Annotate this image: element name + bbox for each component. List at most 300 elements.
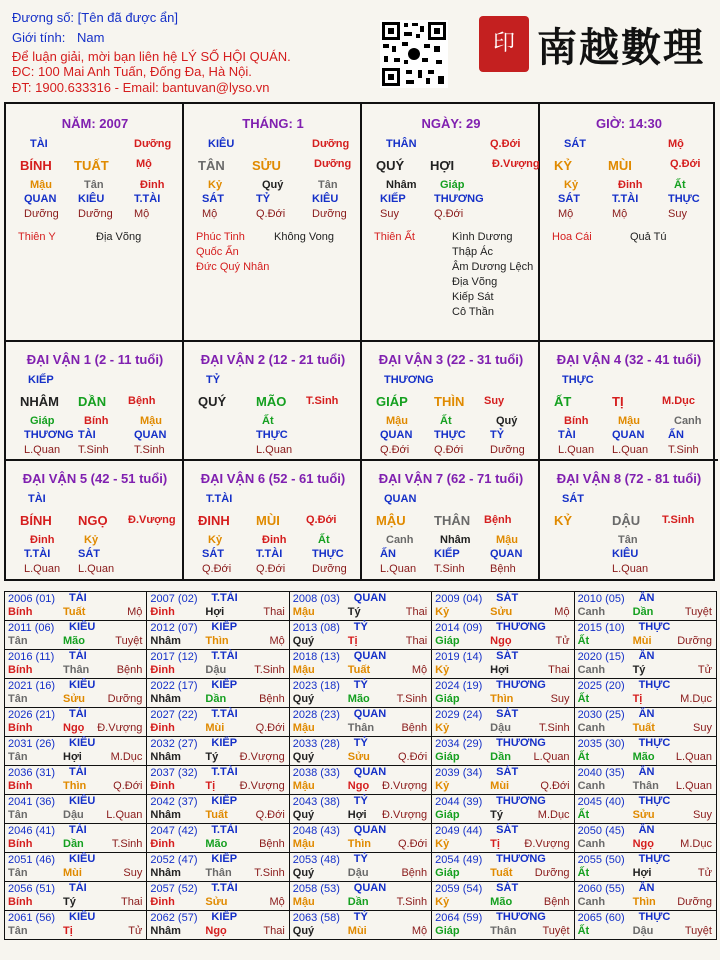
dai-van-stage: Bệnh <box>484 514 512 526</box>
year-stage: Tử <box>697 664 712 676</box>
year-cell <box>147 766 289 795</box>
year-cell <box>289 795 431 824</box>
year-stem: Mậu <box>292 838 315 850</box>
dai-van-ten-god: QUAN <box>384 493 417 505</box>
owner-value: [Tên đã được ẩn] <box>77 10 178 25</box>
year-label: 2013 (08) <box>292 622 340 634</box>
dai-van-ten-god: TÀI <box>28 493 46 505</box>
year-ten-god: THƯƠNG <box>496 621 546 633</box>
year-label: 2062 (57) <box>150 912 198 924</box>
hidden-ten-god: KIÊU <box>312 193 339 205</box>
dai-van-branch: THÂN <box>434 513 471 528</box>
year-stage: Dưỡng <box>677 635 712 647</box>
year-cell <box>147 795 289 824</box>
year-cell <box>574 708 716 737</box>
year-label: 2042 (37) <box>150 796 198 808</box>
dai-van-branch: TỊ <box>612 394 624 409</box>
year-cell <box>574 882 716 911</box>
year-stem: Canh <box>577 664 606 676</box>
year-label: 2026 (21) <box>8 709 56 721</box>
year-branch: Tý <box>63 896 76 908</box>
year-stage: Bệnh <box>259 838 285 850</box>
year-cell <box>5 708 147 737</box>
dai-van-stem: ĐINH <box>198 513 230 528</box>
shensha-right: Cô Thần <box>452 306 494 318</box>
year-ten-god: SÁT <box>496 766 519 778</box>
year-cell <box>574 853 716 882</box>
dai-van-hidden-ten-god: T.TÀI <box>256 548 283 560</box>
dai-van-ten-god: T.TÀI <box>206 493 233 505</box>
year-stem: Quý <box>292 867 315 879</box>
year-branch: Tuất <box>205 809 228 821</box>
dai-van-stage: T.Sinh <box>662 514 695 526</box>
year-ten-god: TÀI <box>69 650 87 662</box>
year-label: 2039 (34) <box>435 767 483 779</box>
shensha-left: Thiên Y <box>18 231 56 243</box>
dai-van-hidden-ten-god: THỰC <box>256 429 288 441</box>
year-stage: Tử <box>697 867 712 879</box>
year-branch: Tuất <box>63 606 86 618</box>
year-cell <box>432 650 574 679</box>
year-stem: Tân <box>8 925 28 937</box>
pillar-earthly-branch: TUẤT <box>74 158 109 173</box>
year-stage: Đ.Vượng <box>382 809 428 821</box>
dai-van-hidden-ten-god: SÁT <box>78 548 100 560</box>
year-branch: Ngọ <box>490 635 512 647</box>
year-stem: Ất <box>577 809 590 821</box>
year-label: 2040 (35) <box>577 767 625 779</box>
year-ten-god: ẤN <box>638 882 655 894</box>
year-stem: Tân <box>8 867 28 879</box>
header-contact-line: Để luận giải, mời bạn liên hệ LÝ SỐ HỘI QUÁN. <box>12 49 291 64</box>
year-ten-god: ẤN <box>638 650 655 662</box>
year-stem: Nhâm <box>150 693 181 705</box>
hidden-stem: Nhâm <box>386 179 417 191</box>
year-stem: Canh <box>577 896 606 908</box>
year-branch: Thìn <box>63 780 87 792</box>
dai-van-hidden-ten-god: QUAN <box>490 548 523 560</box>
year-branch: Mùi <box>63 867 82 879</box>
year-stage: Bệnh <box>401 722 428 734</box>
hidden-stage: Dưỡng <box>78 208 113 220</box>
year-branch: Sửu <box>205 896 228 908</box>
year-stage: Tử <box>128 925 143 937</box>
year-stage: Mộ <box>127 606 143 618</box>
hidden-stem: Ất <box>674 179 686 191</box>
year-ten-god: KIẾP <box>211 679 238 691</box>
year-stem: Mậu <box>292 780 315 792</box>
year-ten-god: TỶ <box>353 621 368 633</box>
year-cell <box>289 621 431 650</box>
dai-van-hidden-ten-god: QUAN <box>612 429 645 441</box>
hidden-stage: Suy <box>380 208 399 220</box>
dai-van-hidden-stem: Kỷ <box>208 534 223 546</box>
year-branch: Hợi <box>63 751 82 763</box>
shensha-right: Âm Dương Lệch <box>452 261 534 273</box>
year-branch: Tị <box>63 925 73 937</box>
year-stem: Bính <box>8 838 33 850</box>
year-cell <box>5 795 147 824</box>
year-cell <box>5 824 147 853</box>
year-branch: Mão <box>205 838 228 850</box>
dai-van-stem: NHÂM <box>20 394 59 409</box>
dai-van-hidden-stage: L.Quan <box>612 563 649 575</box>
hidden-ten-god: KIÊU <box>78 193 105 205</box>
year-ten-god: QUAN <box>353 650 387 662</box>
year-ten-god: QUAN <box>353 824 387 836</box>
year-stage: Đ.Vượng <box>97 722 143 734</box>
year-stage: Đ.Vượng <box>524 838 570 850</box>
year-branch: Ngọ <box>632 838 654 850</box>
year-label: 2041 (36) <box>8 796 56 808</box>
year-ten-god: THỰC <box>638 679 671 691</box>
dai-van-hidden-stage: T.Sinh <box>668 444 699 456</box>
year-branch: Tị <box>490 838 500 850</box>
year-label: 2035 (30) <box>577 738 625 750</box>
dai-van-cell <box>6 461 184 580</box>
year-cell <box>5 737 147 766</box>
year-branch: Tý <box>490 809 504 821</box>
pillar-title: THÁNG: 1 <box>242 116 304 131</box>
year-ten-god: THỰC <box>638 737 671 749</box>
year-stage: Thai <box>263 606 285 618</box>
dai-van-stem: QUÝ <box>198 394 227 409</box>
dai-van-hidden-stage: L.Quan <box>78 563 115 575</box>
year-branch: Mùi <box>632 635 652 647</box>
dai-van-title: ĐẠI VẬN 8 (72 - 81 tuổi) <box>556 471 702 486</box>
year-cell <box>289 882 431 911</box>
year-ten-god: TỶ <box>353 911 368 923</box>
year-branch: Tý <box>632 664 646 676</box>
year-ten-god: T.TÀI <box>211 650 238 662</box>
year-ten-god: QUAN <box>353 882 387 894</box>
year-branch: Dần <box>347 896 369 908</box>
dai-van-cell <box>6 342 184 461</box>
year-ten-god: TÀI <box>69 824 87 836</box>
shensha-left: Phúc Tinh <box>196 231 245 243</box>
year-label: 2012 (07) <box>150 622 198 634</box>
year-cell <box>574 737 716 766</box>
year-stem: Mậu <box>292 664 315 676</box>
year-label: 2046 (41) <box>8 825 56 837</box>
year-label: 2030 (25) <box>577 709 625 721</box>
qr-code-icon <box>380 20 448 88</box>
year-ten-god: SÁT <box>496 650 519 662</box>
year-cell <box>432 911 574 940</box>
year-stem: Ất <box>577 635 590 647</box>
year-label: 2048 (43) <box>292 825 340 837</box>
year-branch: Sửu <box>347 751 370 763</box>
year-cell <box>574 621 716 650</box>
year-cell <box>5 621 147 650</box>
dai-van-cell <box>540 461 718 580</box>
year-ten-god: TỶ <box>353 795 368 807</box>
year-stem: Tân <box>8 751 28 763</box>
year-label: 2051 (46) <box>8 854 56 866</box>
pillar-earthly-branch: HỢI <box>430 158 455 173</box>
year-stage: Q.Đới <box>113 780 143 792</box>
year-stem: Kỷ <box>435 722 450 734</box>
year-stem: Giáp <box>435 867 460 879</box>
year-branch: Thìn <box>347 838 371 850</box>
dai-van-stage: T.Sinh <box>306 395 339 407</box>
year-ten-god: TÀI <box>69 708 87 720</box>
year-branch: Hợi <box>347 809 367 821</box>
pillar-stage-top: Q.Đới <box>490 138 521 150</box>
year-ten-god: ẤN <box>638 766 655 778</box>
year-cell <box>5 592 147 621</box>
year-stem: Đinh <box>150 606 175 618</box>
year-branch: Tý <box>347 606 361 618</box>
dai-van-hidden-stage: L.Quan <box>612 444 649 456</box>
year-stage: Tuyệt <box>684 925 712 937</box>
calligraphy-logo: 南越數理 <box>537 24 705 71</box>
dai-van-hidden-stem: Nhâm <box>440 534 471 546</box>
year-label: 2037 (32) <box>150 767 198 779</box>
year-label: 2018 (13) <box>292 651 340 663</box>
dai-van-hidden-ten-god: SÁT <box>202 548 224 560</box>
year-branch: Dần <box>632 606 654 618</box>
hidden-stage: Q.Đới <box>434 208 464 220</box>
year-stage: Suy <box>692 722 712 734</box>
shensha-right: Địa Võng <box>96 231 142 243</box>
dai-van-stem: KỶ <box>554 513 573 528</box>
hidden-stem: Đinh <box>618 179 643 191</box>
year-label: 2008 (03) <box>292 593 340 605</box>
year-stage: Đ.Vượng <box>382 780 428 792</box>
dai-van-hidden-ten-god: THỰC <box>434 429 466 441</box>
year-branch: Thìn <box>632 896 656 908</box>
year-stem: Tân <box>8 693 28 705</box>
year-stem: Quý <box>292 693 315 705</box>
year-ten-god: THƯƠNG <box>496 737 546 749</box>
dai-van-branch: THÌN <box>434 394 465 409</box>
year-stem: Kỷ <box>435 664 450 676</box>
year-cell <box>432 853 574 882</box>
year-stage: Dưỡng <box>534 867 570 879</box>
year-label: 2016 (11) <box>8 651 55 663</box>
hidden-ten-god: THỰC <box>668 193 700 205</box>
dai-van-hidden-stem: Đinh <box>30 534 55 546</box>
year-label: 2058 (53) <box>292 883 340 895</box>
pillar-ten-god: THÂN <box>386 138 417 150</box>
dai-van-title: ĐẠI VẬN 4 (32 - 41 tuổi) <box>556 352 702 367</box>
year-branch: Dần <box>205 693 227 705</box>
year-label: 2032 (27) <box>150 738 198 750</box>
year-branch: Ngọ <box>347 780 370 792</box>
hidden-stage: Mộ <box>558 208 574 220</box>
year-stem: Ất <box>577 867 590 879</box>
year-stage: Q.Đới <box>397 838 428 850</box>
year-stem: Quý <box>292 635 315 647</box>
header-address: ĐC: 100 Mai Anh Tuấn, Đống Đa, Hà Nội. <box>12 64 252 79</box>
year-stage: T.Sinh <box>254 867 285 879</box>
year-stem: Kỷ <box>435 838 450 850</box>
dai-van-stage: Đ.Vượng <box>128 514 176 526</box>
year-stem: Giáp <box>435 925 460 937</box>
hidden-ten-god: T.TÀI <box>612 193 639 205</box>
shensha-left: Hoa Cái <box>552 231 592 243</box>
year-branch: Dậu <box>63 809 84 821</box>
year-cell <box>289 911 431 940</box>
year-stem: Canh <box>577 838 606 850</box>
shensha-right: Thập Ác <box>452 246 493 258</box>
pillar-ten-god: KIÊU <box>208 138 235 150</box>
year-cell <box>147 853 289 882</box>
year-stem: Đinh <box>150 896 175 908</box>
year-ten-god: KIẾP <box>211 853 238 865</box>
year-label: 2029 (24) <box>435 709 483 721</box>
year-branch: Tị <box>205 780 216 792</box>
dai-van-cell <box>362 342 540 461</box>
year-cell <box>289 679 431 708</box>
year-ten-god: SÁT <box>496 592 519 604</box>
dai-van-branch: DẦN <box>78 394 107 409</box>
hidden-ten-god: T.TÀI <box>134 193 161 205</box>
year-label: 2022 (17) <box>150 680 198 692</box>
dai-van-hidden-stage: Q.Đới <box>202 563 232 575</box>
year-cell <box>432 737 574 766</box>
year-cell <box>574 679 716 708</box>
year-stage: Thai <box>548 664 570 676</box>
dai-van-hidden-stem: Mậu <box>618 415 640 427</box>
year-stem: Đinh <box>150 722 175 734</box>
pillar-stage: Dưỡng <box>314 158 352 170</box>
dai-van-hidden-stem: Ất <box>318 534 330 546</box>
year-ten-god: T.TÀI <box>211 592 238 604</box>
year-ten-god: QUAN <box>353 766 387 778</box>
year-label: 2065 (60) <box>577 912 625 924</box>
year-stem: Giáp <box>435 809 460 821</box>
year-stage: L.Quan <box>533 751 570 763</box>
year-branch: Mùi <box>490 780 510 792</box>
year-stem: Tân <box>8 635 28 647</box>
hidden-ten-god: THƯƠNG <box>434 193 484 205</box>
dai-van-branch: DẬU <box>612 513 641 528</box>
year-stage: T.Sinh <box>254 664 285 676</box>
year-ten-god: THƯƠNG <box>496 679 546 691</box>
year-ten-god: KIÊU <box>69 795 96 807</box>
year-branch: Mùi <box>205 722 225 734</box>
year-ten-god: TÀI <box>69 882 87 894</box>
dai-van-hidden-stage: Bệnh <box>490 563 516 575</box>
gender-label: Giới tính: <box>12 30 66 45</box>
year-stage: Bệnh <box>543 896 570 908</box>
hidden-ten-god: SÁT <box>202 193 224 205</box>
year-stage: Suy <box>692 809 712 821</box>
year-branch: Ngọ <box>205 925 227 937</box>
year-label: 2047 (42) <box>150 825 198 837</box>
year-stage: Thai <box>405 635 428 647</box>
year-branch: Hợi <box>632 867 652 879</box>
year-stem: Kỷ <box>435 780 450 792</box>
year-stage: T.Sinh <box>396 693 428 705</box>
pillar-stage: Q.Đới <box>670 158 701 170</box>
year-branch: Thân <box>347 722 375 734</box>
year-stem: Quý <box>292 809 315 821</box>
hidden-stem: Tân <box>318 179 338 191</box>
shensha-right: Địa Võng <box>452 276 498 288</box>
year-ten-god: QUAN <box>353 708 387 720</box>
pillar-stage-top: Dưỡng <box>134 138 172 150</box>
pillar-stage-top: Dưỡng <box>312 138 350 150</box>
year-cell <box>432 795 574 824</box>
year-label: 2056 (51) <box>8 883 56 895</box>
year-stage: Tử <box>555 635 570 647</box>
year-stage: Dưỡng <box>677 896 712 908</box>
year-label: 2060 (55) <box>577 883 625 895</box>
year-ten-god: T.TÀI <box>211 824 238 836</box>
year-ten-god: ẤN <box>638 592 655 604</box>
year-ten-god: THƯƠNG <box>496 795 546 807</box>
year-stage: Đ.Vượng <box>239 751 285 763</box>
hidden-stage: Dưỡng <box>312 208 347 220</box>
dai-van-hidden-stage: T.Sinh <box>134 444 165 456</box>
pillar-title: NĂM: 2007 <box>61 116 129 131</box>
dai-van-hidden-stem: Mậu <box>140 415 162 427</box>
year-stem: Nhâm <box>150 925 181 937</box>
year-stage: Q.Đới <box>255 722 285 734</box>
dai-van-hidden-stem: Canh <box>674 415 702 427</box>
dai-van-hidden-stage: T.Sinh <box>434 563 465 575</box>
year-stem: Nhâm <box>150 867 181 879</box>
year-stage: Mộ <box>411 925 428 937</box>
dai-van-branch: MÙI <box>256 513 280 528</box>
year-stage: L.Quan <box>675 751 712 763</box>
year-cell <box>147 650 289 679</box>
hidden-stage: Q.Đới <box>256 208 286 220</box>
year-label: 2053 (48) <box>292 854 340 866</box>
year-stem: Mậu <box>292 722 315 734</box>
year-cell <box>147 592 289 621</box>
year-label: 2033 (28) <box>292 738 340 750</box>
year-stem: Canh <box>577 722 606 734</box>
year-stem: Bính <box>8 780 33 792</box>
pillar-cell <box>184 104 362 340</box>
year-stage: Thai <box>263 925 285 937</box>
pillar-cell <box>540 104 718 340</box>
year-stage: M.Dục <box>680 838 712 850</box>
dai-van-hidden-stem: Tân <box>618 534 638 546</box>
dai-van-hidden-stage: Q.Đới <box>434 444 464 456</box>
dai-van-hidden-stem: Bính <box>84 415 109 427</box>
year-stage: Suy <box>550 693 570 705</box>
dai-van-hidden-stage: L.Quan <box>380 563 417 575</box>
year-label: 2009 (04) <box>435 593 483 605</box>
year-ten-god: KIẾP <box>211 795 238 807</box>
year-ten-god: TỶ <box>353 679 368 691</box>
year-cell <box>432 766 574 795</box>
year-label: 2006 (01) <box>8 593 56 605</box>
year-label: 2063 (58) <box>292 912 340 924</box>
year-stage: T.Sinh <box>396 896 428 908</box>
year-cell <box>5 882 147 911</box>
hidden-stem: Đinh <box>140 179 165 191</box>
pillar-ten-god: TÀI <box>30 138 48 150</box>
year-stem: Kỷ <box>435 606 450 618</box>
year-ten-god: TỶ <box>353 853 368 865</box>
year-label: 2027 (22) <box>150 709 198 721</box>
year-stage: Tuyệt <box>115 635 143 647</box>
dai-van-hidden-ten-god: TÀI <box>558 429 576 441</box>
year-ten-god: THƯƠNG <box>496 911 546 923</box>
year-cell <box>147 824 289 853</box>
year-ten-god: KIÊU <box>69 737 96 749</box>
dai-van-ten-god: THỰC <box>562 374 594 386</box>
year-branch: Tuất <box>347 664 371 676</box>
year-branch: Thìn <box>205 635 229 647</box>
year-label: 2050 (45) <box>577 825 625 837</box>
